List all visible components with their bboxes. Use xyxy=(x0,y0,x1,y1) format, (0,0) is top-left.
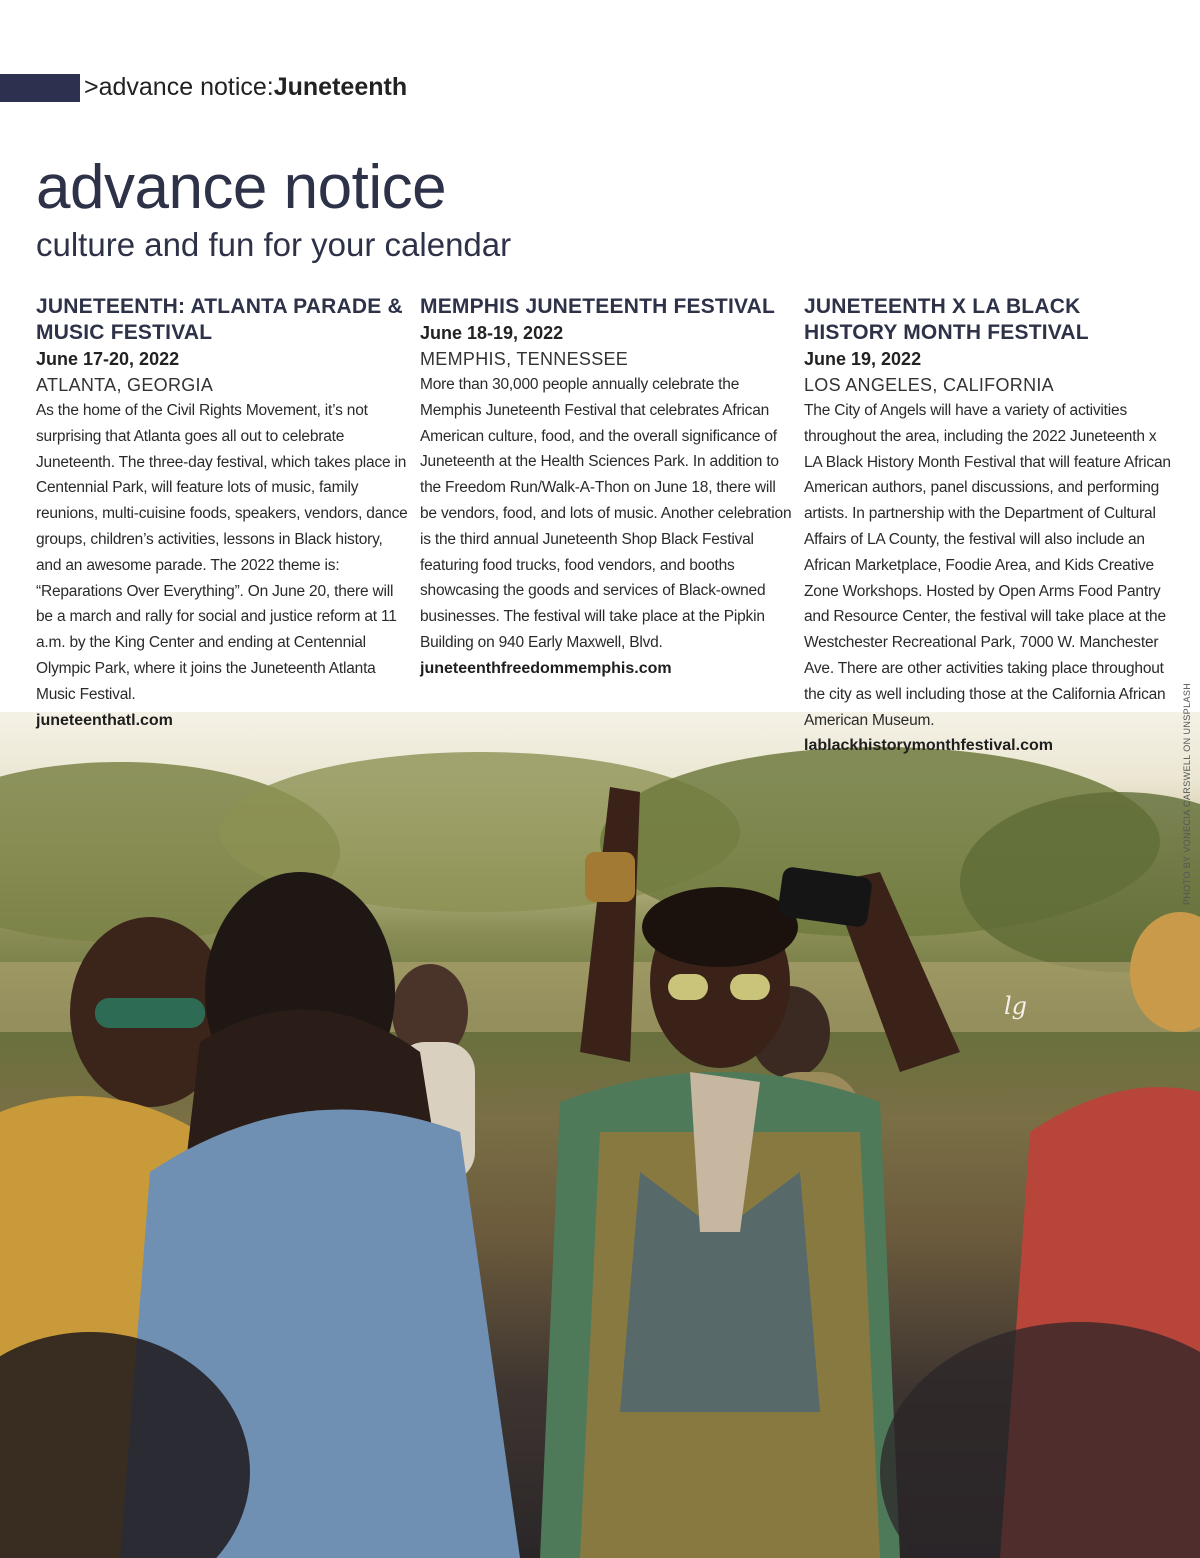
event-description: More than 30,000 people annually celebrate the Memphis Juneteenth Festival that celebrates African American culture, food, and the overall significance of Juneteenth at the Health Sciences Park. In addition to the Freedom Run/Walk-A-Thon on June 18, there will be vendors, food, and lots of music. Another celebration is the third annual Juneteenth Shop Black Festival featuring food trucks, food vendors, and booths showcasing the goods and services of Black-owned businesses. The festival will take place at the Pipkin Building on 940 Early Maxwell, Blvd. xyxy=(420,376,792,651)
page-subtitle: culture and fun for your calendar xyxy=(36,226,512,263)
event-date: June 17-20, 2022 xyxy=(36,349,180,369)
event-memphis xyxy=(420,294,792,682)
magazine-logo-mark: lg xyxy=(1004,992,1028,1020)
event-description: The City of Angels will have a variety of activities throughout the area, including the 2022 Juneteenth x LA Black History Month Festival that will feature African American authors, panel discussions, and performing artists. In partnership with the Department of Cultural Affairs of LA County, the festival will also include an African Marketplace, Foodie Area, and Kids Creative Zone Workshops. Hosted by Open Arms Food Pantry and Resource Center, the festival will take place at the Westchester Recreational Park, 7000 W. Manchester Ave. There are other activities taking place throughout the city as well including those at the California African American Museum. xyxy=(804,402,1171,729)
event-date: June 19, 2022 xyxy=(804,349,922,369)
event-website-link[interactable]: juneteenthfreedommemphis.com xyxy=(420,659,672,677)
breadcrumb-section: Juneteenth xyxy=(273,73,408,101)
event-date: June 18-19, 2022 xyxy=(420,323,564,343)
event-title: JUNETEENTH X LA BLACK HISTORY MONTH FESTIVAL xyxy=(804,295,1089,344)
event-description: As the home of the Civil Rights Movement, it’s not surprising that Atlanta goes all out to celebrate Juneteenth. The three-day festival, which takes place in Centennial Park, will feature lots of music, family reunions, multi-cuisine foods, speakers, vendors, dance groups, children’s activities, lessons in Black history, and an awesome parade. The 2022 theme is: “Reparations Over Everything”. On June 20, there will be a march and rally for social and justice reform at 11 a.m. by the King Center and ending at Centennial Olympic Park, where it joins the Juneteenth Atlanta Music Festival. xyxy=(36,402,408,703)
event-location: MEMPHIS, TENNESSEE xyxy=(420,349,629,369)
breadcrumb xyxy=(84,70,407,104)
event-atlanta xyxy=(36,294,408,734)
event-title: MEMPHIS JUNETEENTH FESTIVAL xyxy=(420,295,776,318)
event-location: LOS ANGELES, CALIFORNIA xyxy=(804,375,1054,395)
event-website-link[interactable]: juneteenthatl.com xyxy=(36,711,173,729)
photo-credit: PHOTO BY VONECIA CARSWELL ON UNSPLASH xyxy=(1182,682,1192,905)
breadcrumb-prefix: >advance notice: xyxy=(84,73,274,101)
photo-illustration xyxy=(0,712,1200,1558)
event-los-angeles xyxy=(804,294,1176,759)
section-tab-bar xyxy=(0,74,80,102)
event-location: ATLANTA, GEORGIA xyxy=(36,375,214,395)
event-title: JUNETEENTH: ATLANTA PARADE & MUSIC FESTIVAL xyxy=(36,295,403,344)
page-title: advance notice xyxy=(36,153,447,222)
event-website-link[interactable]: lablackhistorymonthfestival.com xyxy=(804,737,1053,755)
festival-crowd-photo xyxy=(0,712,1200,1558)
